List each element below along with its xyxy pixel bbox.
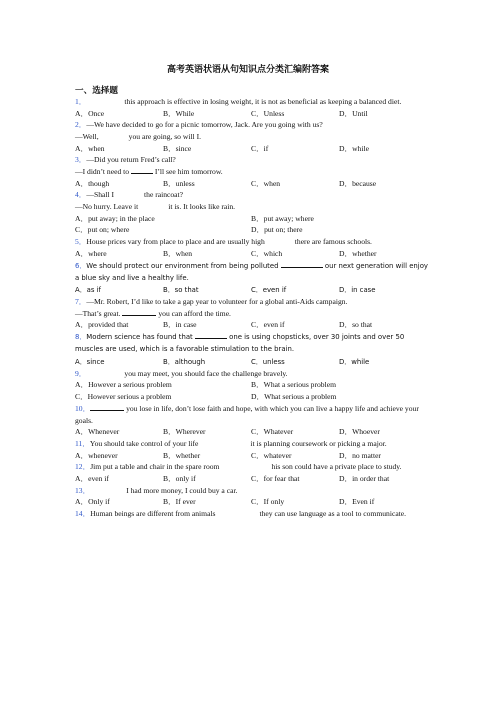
question-item <box>75 485 430 508</box>
question-stem <box>75 260 430 284</box>
answer-blank <box>195 331 227 339</box>
question-item <box>75 154 430 189</box>
question-stem <box>75 331 430 355</box>
stem-text: —We have decided to go for a picnic tomorrow, Jack. Are you going with us? <box>86 120 323 130</box>
option[interactable]: C．even if <box>251 285 287 294</box>
question-stem <box>75 461 430 473</box>
stem-text: they can use language as a tool to communicate. <box>259 509 407 519</box>
question-item <box>75 508 430 520</box>
stem-text: —Shall I <box>86 190 115 200</box>
option[interactable]: A．when <box>75 143 105 153</box>
stem-text: one is using chopsticks, over 30 joints and over 50 muscles are used, which is a favorable stimulation to the brain. <box>75 333 405 354</box>
stem-text: you can afford the time. <box>156 308 231 318</box>
option[interactable]: D．Whoever <box>339 427 380 437</box>
option[interactable]: D．no matter <box>339 450 381 460</box>
question-stem <box>75 236 430 248</box>
option[interactable]: C．if <box>251 143 269 153</box>
option[interactable]: A．Only if <box>75 497 110 507</box>
question-item <box>75 368 430 403</box>
stem-text: it is. It looks like rain. <box>168 201 236 211</box>
dialogue-line <box>75 308 430 320</box>
option[interactable]: B．since <box>163 143 192 153</box>
question-number: 9． <box>75 368 87 378</box>
question-item <box>75 461 430 484</box>
stem-text: —Well, <box>75 131 99 141</box>
option[interactable]: B．If ever <box>163 497 196 507</box>
dialogue-line <box>75 201 430 213</box>
options-row <box>75 473 430 485</box>
option[interactable]: A．as if <box>75 285 101 294</box>
question-item <box>75 260 430 297</box>
option[interactable]: A．though <box>75 178 110 188</box>
question-stem <box>75 403 430 426</box>
question-item <box>75 296 430 331</box>
document-title: 高考英语状语从句知识点分类汇编附答案 <box>166 65 329 75</box>
stem-text: —I didn’t need to <box>75 166 131 176</box>
stem-text: Modern science has found that <box>86 333 195 342</box>
stem-text: —Mr. Robert, I’d like to take a gap year to volunteer for a global anti-Aids campaign. <box>86 297 348 307</box>
stem-text: —That’s great. <box>75 308 123 318</box>
question-item <box>75 96 430 119</box>
option[interactable]: B．While <box>163 108 195 118</box>
stem-text: —Did you return Fred’s call? <box>86 155 176 165</box>
stem-text: you are going, so will I. <box>128 131 201 141</box>
answer-blank <box>281 260 323 268</box>
option[interactable]: C．whatever <box>251 450 292 460</box>
option[interactable]: B．whether <box>163 450 201 460</box>
question-number: 6． <box>75 261 87 270</box>
question-number: 11． <box>75 438 90 448</box>
stem-text: you lose in life, don’t lose faith and hope, with which you can live a happy life and achieve your goals. <box>75 403 419 425</box>
option[interactable]: D．while <box>339 143 369 153</box>
stem-text: We should protect our environment from being polluted <box>86 261 281 270</box>
option[interactable]: B．Wherever <box>163 427 206 437</box>
question-item <box>75 403 430 438</box>
question-item <box>75 331 430 368</box>
question-number: 8． <box>75 333 87 342</box>
stem-text: the raincoat? <box>144 190 184 200</box>
stem-text: You should take control of your life <box>89 438 199 448</box>
stem-text: —No hurry. Leave it <box>75 201 139 211</box>
question-stem <box>75 485 430 497</box>
option[interactable]: A．put away; in the place <box>75 213 155 223</box>
options-row <box>75 356 430 368</box>
question-stem <box>75 96 430 108</box>
question-list <box>75 96 430 520</box>
question-stem <box>75 368 430 380</box>
answer-blank <box>122 308 156 316</box>
option[interactable]: C．If only <box>251 497 285 507</box>
option[interactable]: C．However serious a problem <box>75 392 172 402</box>
options-row <box>75 284 430 296</box>
option[interactable]: C．which <box>251 248 283 258</box>
options-row <box>75 108 430 120</box>
option[interactable]: A．even if <box>75 473 109 483</box>
option[interactable]: C．put on; where <box>75 225 130 235</box>
answer-blank <box>90 403 124 411</box>
option[interactable]: B．only if <box>163 473 196 483</box>
option[interactable]: A．provided that <box>75 320 129 330</box>
option[interactable]: C．when <box>251 178 281 188</box>
question-stem <box>75 189 430 201</box>
question-item <box>75 236 430 259</box>
option[interactable]: D．Until <box>339 108 368 118</box>
question-number: 4． <box>75 190 87 200</box>
stem-text: our next generation will enjoy a blue sky and live a healthy life. <box>75 261 429 282</box>
option[interactable]: C．Whatever <box>251 427 294 437</box>
options-row <box>75 178 430 190</box>
options-row <box>75 248 430 260</box>
options-row <box>75 391 430 403</box>
stem-text: there are famous schools. <box>294 237 372 247</box>
option[interactable]: B．when <box>163 248 193 258</box>
section-heading: 一、选择题 <box>75 86 118 96</box>
option[interactable]: A．where <box>75 248 107 258</box>
options-row <box>75 450 430 462</box>
question-number: 14． <box>75 509 91 519</box>
option[interactable]: B．unless <box>163 178 195 188</box>
options-row <box>75 319 430 331</box>
option[interactable]: B．so that <box>163 285 199 294</box>
option[interactable]: B．What a serious problem <box>251 380 336 390</box>
stem-text: this approach is effective in losing weight, it is not as beneficial as keeping a balanced diet. <box>124 97 402 106</box>
question-stem <box>75 296 430 308</box>
option[interactable]: B．although <box>163 357 206 366</box>
option[interactable]: D．while <box>339 357 370 366</box>
question-number: 2． <box>75 120 87 130</box>
answer-blank <box>131 166 153 174</box>
question-number: 3． <box>75 155 87 165</box>
stem-text: Jim put a table and chair in the spare room <box>90 462 220 472</box>
option[interactable]: A．whenever <box>75 450 118 460</box>
options-row <box>75 379 430 391</box>
question-number: 13． <box>75 485 91 495</box>
question-stem <box>75 119 430 131</box>
options-row <box>75 213 430 225</box>
question-number: 7． <box>75 297 87 307</box>
question-item <box>75 189 430 236</box>
option[interactable]: D．Even if <box>339 497 375 507</box>
stem-text: I had more money, I could buy a car. <box>126 485 238 495</box>
option[interactable]: C．even if <box>251 320 285 330</box>
question-number: 10． <box>75 403 91 413</box>
option[interactable]: D．because <box>339 178 377 188</box>
stem-text: his son could have a private place to study. <box>271 462 402 472</box>
question-number: 5． <box>75 237 87 247</box>
option[interactable]: B．put away; where <box>251 213 314 223</box>
dialogue-line <box>75 131 430 143</box>
options-row <box>75 143 430 155</box>
stem-text: you may meet, you should face the challenge bravely. <box>124 368 288 378</box>
option[interactable]: C．Unless <box>251 108 285 118</box>
stem-text: it is planning coursework or picking a major. <box>250 438 387 448</box>
options-row <box>75 496 430 508</box>
option[interactable]: D．whether <box>339 248 377 258</box>
question-number: 1． <box>75 97 87 106</box>
options-row <box>75 426 430 438</box>
question-item <box>75 438 430 461</box>
option[interactable]: D．so that <box>339 320 373 330</box>
stem-text: I’ll see him tomorrow. <box>152 166 223 176</box>
question-item <box>75 119 430 154</box>
option[interactable]: D．in case <box>339 285 376 294</box>
question-stem <box>75 438 430 450</box>
stem-text: Human beings are different from animals <box>90 509 216 519</box>
option[interactable]: A．However a serious problem <box>75 380 172 390</box>
option[interactable]: C．unless <box>251 357 285 366</box>
option[interactable]: A．since <box>75 357 105 366</box>
option[interactable]: A．Whenever <box>75 427 120 437</box>
stem-text: House prices vary from place to place and are usually high <box>86 237 265 247</box>
dialogue-line <box>75 166 430 178</box>
option[interactable]: C．for fear that <box>251 473 300 483</box>
question-stem <box>75 508 430 520</box>
option[interactable]: D．in order that <box>339 473 390 483</box>
question-number: 12． <box>75 462 91 472</box>
question-stem <box>75 154 430 166</box>
option[interactable]: D．put on; there <box>251 225 303 235</box>
options-row <box>75 224 430 236</box>
option[interactable]: B．in case <box>163 320 197 330</box>
option[interactable]: D．What serious a problem <box>251 392 337 402</box>
option[interactable]: A．Once <box>75 108 105 118</box>
